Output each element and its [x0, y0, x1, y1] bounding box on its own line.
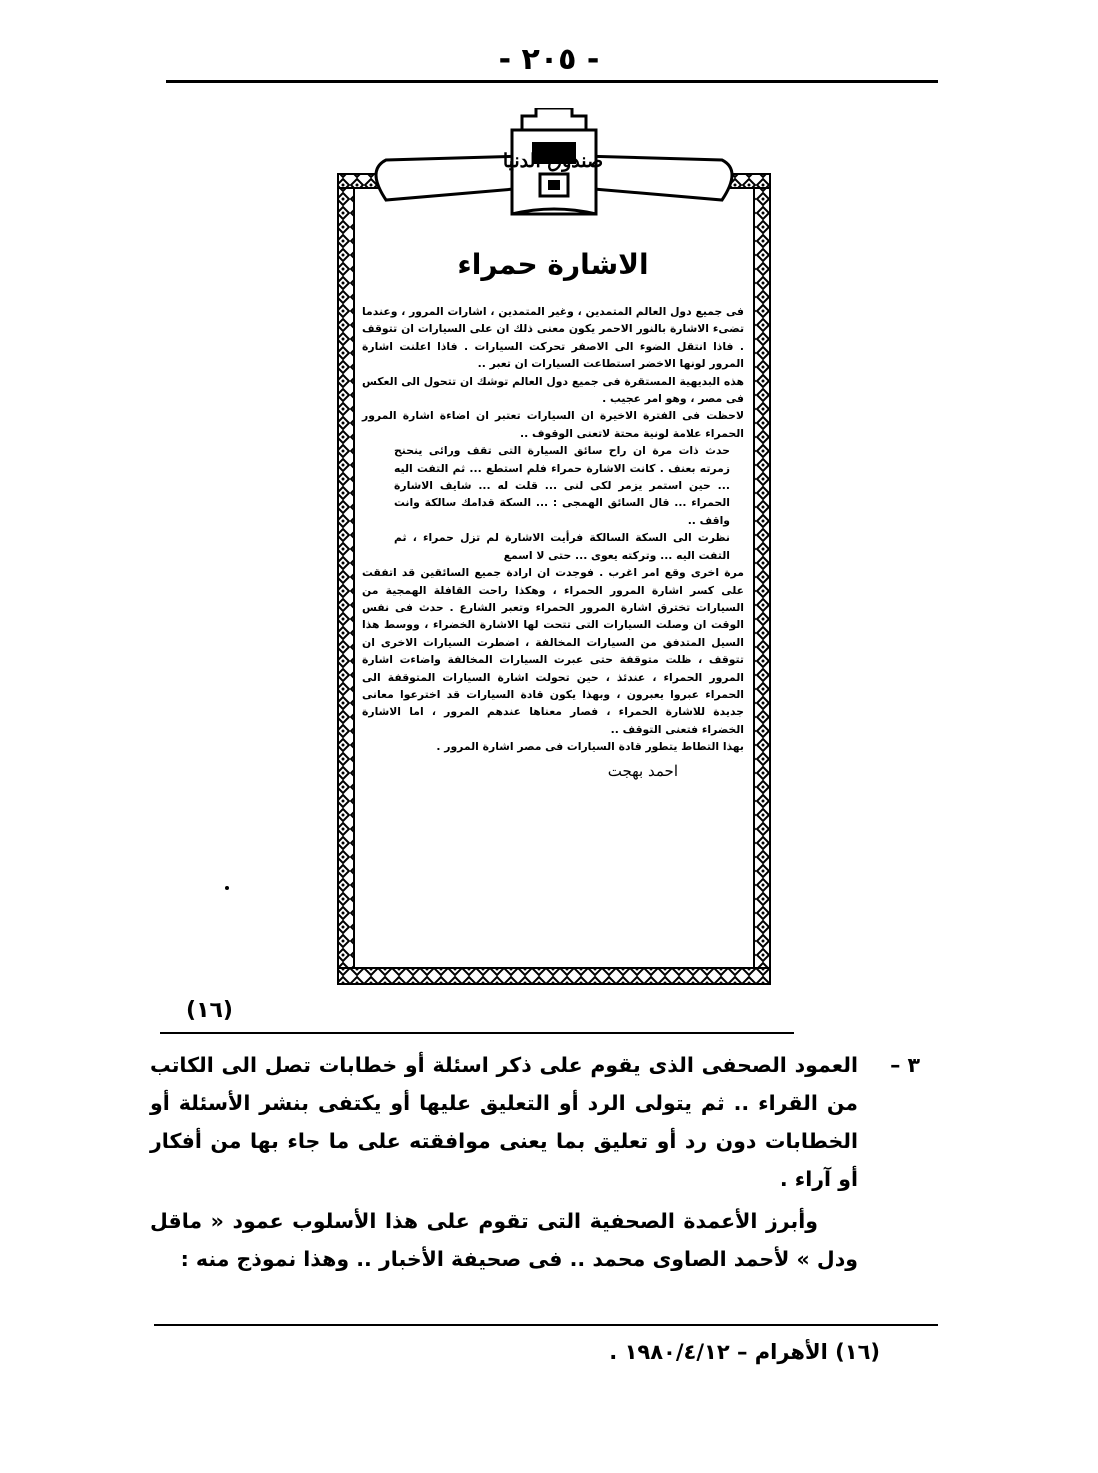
- clipping-content: [358, 248, 748, 1048]
- footnote-rule: [154, 1324, 938, 1326]
- item-text: العمود الصحفى الذى يقوم على ذكر اسئلة أو خطابات تصل الى الكاتب من القراء .. ثم يتولى الرد أو التعليق عليها أو يكتفى بنشر الأسئلة أو الخطابات دون رد أو تعليق بما يعنى موافقته على ما جاء بها من أفكار أو آراء .: [150, 1053, 858, 1191]
- clipping-paragraph: فى جميع دول العالم المتمدين ، وغير المتمدين ، اشارات المرور ، وعندما تضىء الاشارة بالنور الاحمر يكون معنى ذلك ان على السيارات ان تتوقف . فاذا انتقل الضوء الى الاصفر تحركت السيارات . فاذا اعلنت اشارة المرور لونها الاخضر استطاعت السيارات ان تعبر ..: [362, 305, 744, 371]
- page-number: - ٢٠٥ -: [498, 42, 600, 77]
- newspaper-clipping: [336, 108, 772, 988]
- clipping-banner: [358, 108, 748, 218]
- clipping-paragraph: مرة اخرى وقع امر اغرب . فوجدت ان ارادة جميع السائقين قد اتفقت على كسر اشارة المرور الحمراء ، وهكذا راحت القافلة الهمجية من السيارات تخترق اشارة المرور الحمراء وتعبر الشارع . حدث فى نفس الوقت ان وصلت السيارات التى تتحت لها الاشارة الخضراء ، ووسط هذا السيل المتدفق من السيارات المخالفة ، اضطرت السيارات الاخرى ان تتوقف ، ظلت متوقفة حتى عبرت السيارات المخالفة واضاءت اشارة المرور الحمراء ، عندئذ ، حين تحولت اشارة السيارات المتوقفة الى الحمراء عبروا يعبرون ، وبهذا يكون قادة السيارات قد اخترعوا معانى جديدة للاشارة الحمراء ، فصار معناها عندهم المرور ، اما الاشارة الخضراء فتعنى التوقف ..: [362, 566, 744, 736]
- figure-number: (١٦): [186, 998, 233, 1023]
- list-item: [150, 1046, 920, 1198]
- clipping-paragraph: بهذا التطاط يتطور قادة السيارات فى مصر اشارة المرور .: [436, 740, 744, 754]
- banner-title: صندوق الدنيا: [502, 150, 604, 172]
- item-number: ٣ –: [890, 1053, 920, 1077]
- clipping-paragraph: حدث ذات مرة ان راح سائق السيارة التى تقف ورائى ينحنح زمرته بعنف . كانت الاشارة حمراء فلم استطع ... ثم التفت اليه ... حين استمر يزمر لكى لنى ... قلت له ... شايف الاشارة الحمراء ... قال السائق الهمجى : ... السكة قدامك سالكة وانت واقف ..: [394, 444, 730, 527]
- mid-rule: [160, 1032, 794, 1034]
- body-paragraph: وأبرز الأعمدة الصحفية التى تقوم على هذا الأسلوب عمود « ماقل ودل » لأحمد الصاوى محمد .. فى صحيفة الأخبار .. وهذا نموذج منه :: [150, 1209, 858, 1271]
- body-text: [150, 1046, 920, 1278]
- clipping-paragraph: هذه البديهية المستقرة فى جميع دول العالم توشك ان تتحول الى العكس فى مصر ، وهو امر عجيب .: [362, 374, 744, 406]
- clipping-paragraph: لاحظت فى الفترة الاخيرة ان السيارات تعتبر ان اضاءة اشارة المرور الحمراء علامة لونية محتة لاتعنى الوقوف ..: [362, 409, 744, 440]
- top-rule: [166, 80, 938, 83]
- clipping-title: الاشارة حمراء: [457, 248, 649, 281]
- clipping-paragraph: نظرت الى السكة السالكة فرأيت الاشارة لم تزل حمراء ، ثم التفت اليه ... وتركته يعوى ... حتى لا اسمع: [394, 531, 730, 562]
- footnote: (١٦) الأهرام – ١٩٨٠/٤/١٢ .: [609, 1340, 880, 1364]
- clipping-signature: احمد بهجت: [607, 761, 678, 780]
- stray-mark: [225, 886, 229, 890]
